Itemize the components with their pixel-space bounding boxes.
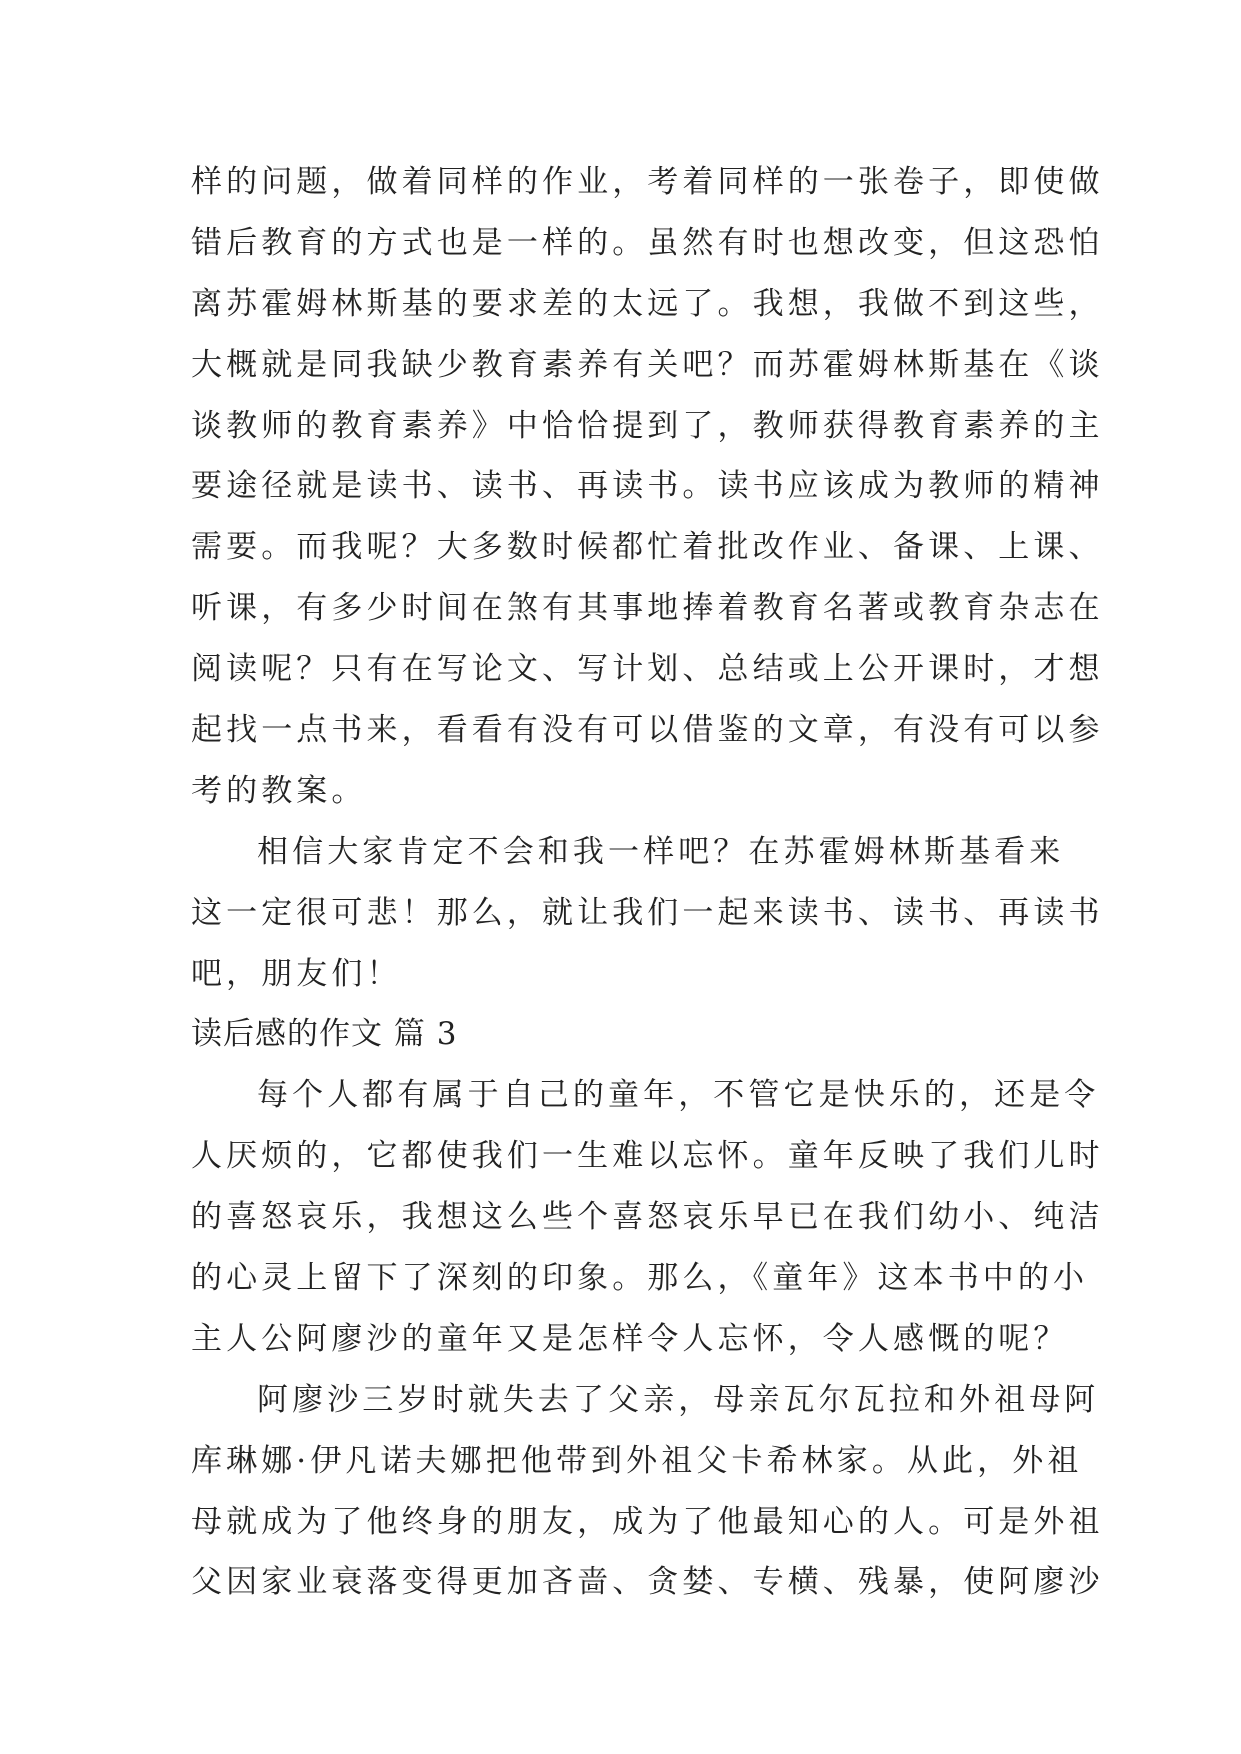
text-line: 大概就是同我缺少教育素养有关吧？而苏霍姆林斯基在《谈 <box>191 346 1104 383</box>
document-body <box>191 152 1104 1613</box>
text-line: 谈教师的教育素养》中恰恰提到了，教师获得教育素养的主 <box>191 407 1104 444</box>
text-line: 吧，朋友们！ <box>191 955 402 992</box>
text-line: 这一定很可悲！那么，就让我们一起来读书、读书、再读书 <box>191 894 1104 931</box>
paragraph-start-line: 每个人都有属于自己的童年，不管它是快乐的，还是令 <box>257 1077 1100 1114</box>
text-line: 需要。而我呢？大多数时候都忙着批改作业、备课、上课、 <box>191 529 1104 566</box>
text-line: 离苏霍姆林斯基的要求差的太远了。我想，我做不到这些， <box>191 285 1104 322</box>
text-line: 阅读呢？只有在写论文、写计划、总结或上公开课时，才想 <box>191 651 1104 688</box>
paragraph-start-line: 阿廖沙三岁时就失去了父亲，母亲瓦尔瓦拉和外祖母阿 <box>257 1381 1100 1418</box>
text-line: 听课，有多少时间在煞有其事地捧着教育名著或教育杂志在 <box>191 590 1104 627</box>
text-line: 的心灵上留下了深刻的印象。那么，《童年》这本书中的小 <box>191 1260 1089 1297</box>
paragraph-start-line: 相信大家肯定不会和我一样吧？在苏霍姆林斯基看来 <box>257 833 1065 870</box>
text-line: 样的问题，做着同样的作业，考着同样的一张卷子，即使做 <box>191 164 1104 200</box>
text-line: 库琳娜·伊凡诺夫娜把他带到外祖父卡希林家。从此，外祖 <box>191 1442 1083 1479</box>
text-line: 的喜怒哀乐，我想这么些个喜怒哀乐早已在我们幼小、纯洁 <box>191 1199 1104 1236</box>
text-line: 考的教案。 <box>191 772 367 809</box>
text-line: 母就成为了他终身的朋友，成为了他最知心的人。可是外祖 <box>191 1503 1104 1540</box>
section-heading: 读后感的作文 篇 3 <box>191 1016 458 1053</box>
text-line: 人厌烦的，它都使我们一生难以忘怀。童年反映了我们儿时 <box>191 1138 1104 1175</box>
text-line: 要途径就是读书、读书、再读书。读书应该成为教师的精神 <box>191 468 1104 505</box>
text-line: 错后教育的方式也是一样的。虽然有时也想改变，但这恐怕 <box>191 224 1104 261</box>
text-line: 父因家业衰落变得更加吝啬、贪婪、专横、残暴，使阿廖沙 <box>191 1564 1104 1601</box>
text-line: 主人公阿廖沙的童年又是怎样令人忘怀，令人感慨的呢？ <box>191 1320 1069 1357</box>
text-line: 起找一点书来，看看有没有可以借鉴的文章，有没有可以参 <box>191 712 1104 749</box>
